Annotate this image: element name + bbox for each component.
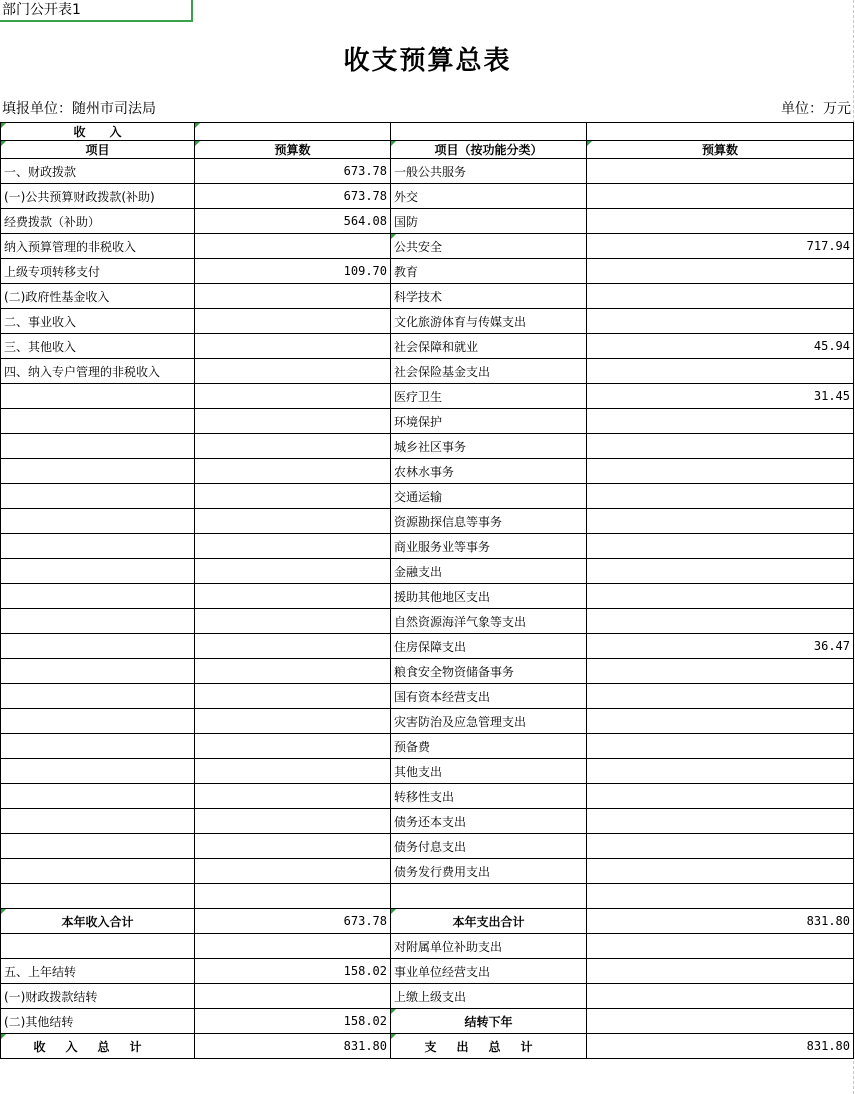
income-budget-cell[interactable]	[195, 559, 391, 584]
income-item-cell[interactable]: 二、事业收入	[1, 309, 195, 334]
table-row	[1, 984, 854, 1009]
expense-budget-cell[interactable]: 717.94	[587, 234, 854, 259]
income-budget-cell[interactable]	[195, 609, 391, 634]
expense-item-cell[interactable]: 社会保障和就业	[391, 334, 587, 359]
expense-budget-cell[interactable]	[587, 684, 854, 709]
table-row	[1, 684, 854, 709]
table-row	[1, 1009, 854, 1034]
expense-item-cell[interactable]: 国有资本经营支出	[391, 684, 587, 709]
expense-budget-cell[interactable]	[587, 834, 854, 859]
expense-item-cell[interactable]: 金融支出	[391, 559, 587, 584]
expense-budget-cell[interactable]	[587, 559, 854, 584]
table-row	[1, 709, 854, 734]
income-budget-cell[interactable]	[195, 884, 391, 909]
expense-item-cell[interactable]: 城乡社区事务	[391, 434, 587, 459]
empty-header-cell[interactable]	[391, 123, 587, 141]
expense-item-cell[interactable]: 商业服务业等事务	[391, 534, 587, 559]
table-row	[1, 509, 854, 534]
income-item-cell[interactable]: (一)财政拨款结转	[1, 984, 195, 1009]
expense-item-cell[interactable]: 转移性支出	[391, 784, 587, 809]
income-item-cell[interactable]: (二)其他结转	[1, 1009, 195, 1034]
currency-unit: 单位：万元	[781, 101, 851, 117]
table-row	[1, 909, 854, 934]
income-budget-cell[interactable]	[195, 934, 391, 959]
income-item-cell[interactable]	[1, 384, 195, 409]
expense-budget-cell[interactable]	[587, 584, 854, 609]
expense-item-cell[interactable]: 上缴上级支出	[391, 984, 587, 1009]
table-row	[1, 259, 854, 284]
expense-budget-cell[interactable]	[587, 484, 854, 509]
income-budget-cell[interactable]: 673.78	[195, 159, 391, 184]
income-item-cell[interactable]: 纳入预算管理的非税收入	[1, 234, 195, 259]
income-item-cell[interactable]	[1, 859, 195, 884]
table-row	[1, 759, 854, 784]
expense-item-cell[interactable]: 资源勘探信息等事务	[391, 509, 587, 534]
expense-budget-cell[interactable]: 36.47	[587, 634, 854, 659]
expense-item-cell[interactable]: 一般公共服务	[391, 159, 587, 184]
income-budget-cell[interactable]	[195, 759, 391, 784]
income-item-cell[interactable]	[1, 934, 195, 959]
expense-budget-cell[interactable]: 45.94	[587, 334, 854, 359]
expense-item-cell[interactable]: 事业单位经营支出	[391, 959, 587, 984]
expense-item-cell[interactable]: 援助其他地区支出	[391, 584, 587, 609]
income-item-cell[interactable]	[1, 784, 195, 809]
table-row	[1, 934, 854, 959]
expense-item-cell[interactable]: 债务还本支出	[391, 809, 587, 834]
income-item-cell[interactable]	[1, 609, 195, 634]
expense-item-cell[interactable]: 债务发行费用支出	[391, 859, 587, 884]
reporting-unit: 填报单位：随州市司法局	[2, 101, 156, 117]
income-item-cell[interactable]: 上级专项转移支付	[1, 259, 195, 284]
expense-item-cell[interactable]: 教育	[391, 259, 587, 284]
income-item-cell[interactable]: 五、上年结转	[1, 959, 195, 984]
income-budget-cell[interactable]	[195, 709, 391, 734]
table-row	[1, 234, 854, 259]
income-item-cell[interactable]: (二)政府性基金收入	[1, 284, 195, 309]
col-header-budget[interactable]: 预算数	[195, 141, 391, 159]
income-item-cell[interactable]: 本年收入合计	[1, 909, 195, 934]
income-budget-cell[interactable]	[195, 234, 391, 259]
income-item-cell[interactable]	[1, 559, 195, 584]
expense-budget-cell[interactable]	[587, 809, 854, 834]
table-row	[1, 584, 854, 609]
income-item-cell[interactable]	[1, 809, 195, 834]
expense-budget-cell[interactable]	[587, 659, 854, 684]
expense-item-cell[interactable]: 自然资源海洋气象等支出	[391, 609, 587, 634]
table-row	[1, 609, 854, 634]
expense-budget-cell[interactable]	[587, 409, 854, 434]
income-budget-cell[interactable]	[195, 834, 391, 859]
expense-item-cell[interactable]: 文化旅游体育与传媒支出	[391, 309, 587, 334]
expense-budget-cell[interactable]	[587, 709, 854, 734]
income-budget-cell[interactable]	[195, 634, 391, 659]
income-budget-cell[interactable]	[195, 309, 391, 334]
table-row	[1, 434, 854, 459]
income-group-label: 收 入	[73, 125, 122, 139]
income-budget-cell[interactable]: 158.02	[195, 1009, 391, 1034]
income-budget-cell[interactable]	[195, 859, 391, 884]
expense-item-cell[interactable]: 交通运输	[391, 484, 587, 509]
income-budget-cell[interactable]	[195, 659, 391, 684]
table-row	[1, 284, 854, 309]
income-budget-cell[interactable]	[195, 684, 391, 709]
expense-budget-cell[interactable]	[587, 259, 854, 284]
header-row-columns	[1, 141, 854, 159]
expense-budget-cell[interactable]	[587, 934, 854, 959]
income-budget-cell[interactable]	[195, 284, 391, 309]
income-item-cell[interactable]	[1, 709, 195, 734]
expense-item-cell[interactable]: 其他支出	[391, 759, 587, 784]
expense-item-cell[interactable]	[391, 884, 587, 909]
income-item-cell[interactable]	[1, 659, 195, 684]
expense-budget-cell[interactable]	[587, 284, 854, 309]
table-row	[1, 459, 854, 484]
income-budget-cell[interactable]	[195, 584, 391, 609]
table-row	[1, 959, 854, 984]
table-row	[1, 634, 854, 659]
table-row	[1, 209, 854, 234]
income-budget-cell[interactable]	[195, 459, 391, 484]
table-row	[1, 334, 854, 359]
expense-budget-cell[interactable]: 31.45	[587, 384, 854, 409]
income-item-cell[interactable]	[1, 534, 195, 559]
table-row	[1, 309, 854, 334]
table-row	[1, 159, 854, 184]
expense-item-cell[interactable]: 医疗卫生	[391, 384, 587, 409]
income-item-cell[interactable]: 一、财政拨款	[1, 159, 195, 184]
table-row	[1, 409, 854, 434]
table-row	[1, 184, 854, 209]
table-row	[1, 1034, 854, 1059]
table-row	[1, 384, 854, 409]
income-budget-cell[interactable]	[195, 409, 391, 434]
income-budget-cell[interactable]	[195, 784, 391, 809]
income-item-cell[interactable]	[1, 684, 195, 709]
expense-budget-cell[interactable]	[587, 534, 854, 559]
expense-item-cell[interactable]: 科学技术	[391, 284, 587, 309]
income-budget-cell[interactable]	[195, 984, 391, 1009]
expense-item-cell[interactable]: 公共安全	[391, 234, 587, 259]
expense-budget-cell[interactable]	[587, 984, 854, 1009]
expense-item-cell[interactable]: 结转下年	[391, 1009, 587, 1034]
expense-budget-cell[interactable]	[587, 859, 854, 884]
income-budget-cell[interactable]: 673.78	[195, 184, 391, 209]
income-budget-cell[interactable]	[195, 334, 391, 359]
expense-budget-cell[interactable]	[587, 459, 854, 484]
expense-budget-cell[interactable]	[587, 784, 854, 809]
expense-item-cell[interactable]: 债务付息支出	[391, 834, 587, 859]
income-item-cell[interactable]	[1, 459, 195, 484]
income-item-cell[interactable]	[1, 409, 195, 434]
budget-table	[0, 122, 854, 1059]
expense-item-cell[interactable]: 国防	[391, 209, 587, 234]
expense-item-cell[interactable]: 支出总计	[391, 1034, 587, 1059]
expense-budget-cell[interactable]	[587, 434, 854, 459]
table-row	[1, 559, 854, 584]
income-budget-cell[interactable]	[195, 734, 391, 759]
expense-item-cell[interactable]: 环境保护	[391, 409, 587, 434]
income-budget-cell[interactable]: 673.78	[195, 909, 391, 934]
expense-item-cell[interactable]: 本年支出合计	[391, 909, 587, 934]
income-item-cell[interactable]: 三、其他收入	[1, 334, 195, 359]
income-budget-cell[interactable]	[195, 534, 391, 559]
expense-item-cell[interactable]: 住房保障支出	[391, 634, 587, 659]
table-row	[1, 809, 854, 834]
expense-item-cell[interactable]: 粮食安全物资储备事务	[391, 659, 587, 684]
col-header-item[interactable]: 项目	[1, 141, 195, 159]
income-item-cell[interactable]: 收入总计	[1, 1034, 195, 1059]
expense-item-cell[interactable]: 外交	[391, 184, 587, 209]
expense-budget-cell[interactable]	[587, 309, 854, 334]
table-row	[1, 834, 854, 859]
income-item-cell[interactable]	[1, 884, 195, 909]
table-row	[1, 734, 854, 759]
income-budget-cell[interactable]: 564.08	[195, 209, 391, 234]
income-item-cell[interactable]	[1, 509, 195, 534]
table-body	[1, 159, 854, 1059]
header-row-group	[1, 123, 854, 141]
empty-header-cell[interactable]	[587, 123, 854, 141]
income-item-cell[interactable]	[1, 484, 195, 509]
expense-item-cell[interactable]: 预备费	[391, 734, 587, 759]
empty-header-cell[interactable]	[195, 123, 391, 141]
income-budget-cell[interactable]	[195, 434, 391, 459]
income-item-cell[interactable]	[1, 834, 195, 859]
expense-item-cell[interactable]: 农林水事务	[391, 459, 587, 484]
income-item-cell[interactable]: 经费拨款（补助）	[1, 209, 195, 234]
table-row	[1, 534, 854, 559]
income-budget-cell[interactable]: 831.80	[195, 1034, 391, 1059]
income-budget-cell[interactable]	[195, 484, 391, 509]
table-row	[1, 659, 854, 684]
expense-budget-cell[interactable]: 831.80	[587, 909, 854, 934]
expense-budget-cell[interactable]	[587, 209, 854, 234]
table-row	[1, 859, 854, 884]
income-item-cell[interactable]: 四、纳入专户管理的非税收入	[1, 359, 195, 384]
income-item-cell[interactable]	[1, 634, 195, 659]
income-item-cell[interactable]	[1, 584, 195, 609]
expense-budget-cell[interactable]	[587, 959, 854, 984]
col-header-func-item[interactable]: 项目（按功能分类）	[391, 141, 587, 159]
expense-budget-cell[interactable]	[587, 884, 854, 909]
income-budget-cell[interactable]	[195, 809, 391, 834]
income-item-cell[interactable]	[1, 734, 195, 759]
expense-budget-cell[interactable]: 831.80	[587, 1034, 854, 1059]
table-row	[1, 484, 854, 509]
page-title: 收支预算总表	[343, 46, 512, 76]
col-header-func-budget[interactable]: 预算数	[587, 141, 854, 159]
table-row	[1, 359, 854, 384]
expense-item-cell[interactable]: 灾害防治及应急管理支出	[391, 709, 587, 734]
income-budget-cell[interactable]: 109.70	[195, 259, 391, 284]
expense-budget-cell[interactable]	[587, 609, 854, 634]
expense-budget-cell[interactable]	[587, 734, 854, 759]
sheet-name-cell[interactable]: 部门公开表1	[0, 0, 193, 22]
income-budget-cell[interactable]	[195, 384, 391, 409]
expense-budget-cell[interactable]	[587, 159, 854, 184]
income-budget-cell[interactable]	[195, 359, 391, 384]
income-budget-cell[interactable]: 158.02	[195, 959, 391, 984]
income-group-header[interactable]	[1, 123, 195, 141]
table-row	[1, 784, 854, 809]
expense-budget-cell[interactable]	[587, 359, 854, 384]
expense-item-cell[interactable]: 社会保险基金支出	[391, 359, 587, 384]
table-row	[1, 884, 854, 909]
income-budget-cell[interactable]	[195, 509, 391, 534]
expense-budget-cell[interactable]	[587, 1009, 854, 1034]
expense-budget-cell[interactable]	[587, 184, 854, 209]
expense-budget-cell[interactable]	[587, 509, 854, 534]
expense-item-cell[interactable]: 对附属单位补助支出	[391, 934, 587, 959]
income-item-cell[interactable]	[1, 759, 195, 784]
income-item-cell[interactable]	[1, 434, 195, 459]
income-item-cell[interactable]: (一)公共预算财政拨款(补助)	[1, 184, 195, 209]
expense-budget-cell[interactable]	[587, 759, 854, 784]
